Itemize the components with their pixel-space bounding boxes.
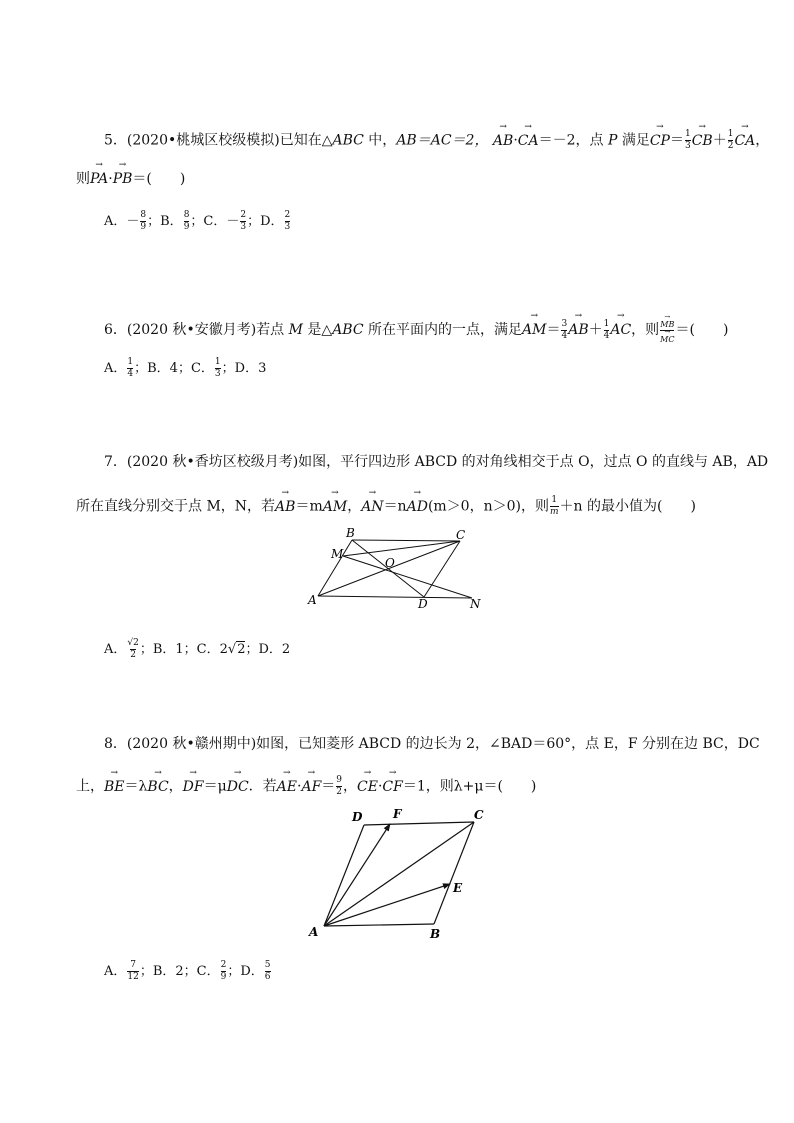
q5-vec-pa: → PA (90, 172, 108, 186)
q8-eq: ＝ (321, 778, 336, 795)
q5-vec-cp: → CP (650, 134, 670, 148)
q7-label-c: C (456, 528, 466, 542)
q5-opt-b-frac (184, 211, 190, 232)
q8-opt-a: A． (104, 964, 127, 979)
q8-frac (336, 776, 342, 797)
q5-satisfy: 满足 (617, 132, 650, 149)
q8-opt-a-frac (127, 961, 138, 982)
q8-vec-df: → DF (183, 780, 204, 794)
q6-opt-b: ；B．4；C． (134, 361, 214, 376)
q7-line-an (318, 596, 472, 598)
q8-vec-bc: → BC (147, 780, 168, 794)
q5-tail: ， (755, 132, 770, 149)
q5-vec-ca2: → CA (734, 134, 755, 148)
q8-side-cd (364, 822, 474, 825)
q8-f-num: 9 (336, 775, 343, 785)
q5-opt-b: ；B． (147, 214, 183, 229)
q5-vec-pb: → PB (113, 172, 133, 186)
q5-opt-c-frac (240, 211, 246, 232)
q7-label-d: D (418, 597, 428, 611)
q7-eq-m: ＝m (295, 498, 323, 515)
q8-label-c: C (474, 808, 484, 822)
q8-eq1: ＝1，则λ+μ＝( ) (402, 778, 537, 795)
q5-mid1: 中， (363, 132, 397, 149)
q6-vec-am: → AM (522, 323, 546, 337)
q7-eq-n: ＝n (383, 498, 407, 515)
q6-f34-num: 3 (561, 318, 568, 329)
q7-options (104, 638, 290, 660)
q6-m: M (288, 322, 303, 338)
q5-opt-a: A．－ (104, 214, 140, 229)
q7-comma: ， (347, 498, 362, 515)
q7-f-num: 1 (551, 495, 558, 505)
q8-opt-b: ；B．2；C． (139, 964, 220, 979)
q5-plus: ＋ (712, 132, 727, 149)
q8-vec-af-line (324, 824, 390, 926)
q6-vec-ac: → AC (610, 323, 631, 337)
q5-opt-d-frac (285, 211, 291, 232)
q7-line2-a: 所在直线分别交于点 M，N，若 (76, 498, 276, 515)
q6-opt-a: A． (104, 361, 127, 376)
q5-frac-12 (728, 130, 734, 151)
q7-vec-ab: → AB (275, 500, 295, 514)
q6-mid: 是△ (302, 322, 333, 338)
q8-opt-d-den: 6 (264, 972, 271, 982)
q8-eq-mu: ＝μ (203, 778, 227, 795)
q7-opt-a-num: √2 (127, 638, 139, 648)
q7-line-ac (318, 541, 460, 596)
q8-options (104, 960, 272, 982)
q6-ratio (660, 316, 674, 344)
q5-opt-d-num: 2 (284, 210, 291, 220)
q8-side-ab (324, 924, 434, 926)
q6-opt-a-frac (127, 358, 133, 379)
q6-f14-den: 4 (603, 330, 610, 341)
q6-ratio-den: → MC (660, 330, 674, 344)
q8-vec-af: → AF (301, 780, 321, 794)
q8-opt-c-num: 2 (220, 960, 227, 970)
q5-opt-a-den: 9 (140, 222, 147, 232)
q5-vec-ca: → CA (518, 134, 539, 148)
q7-frac (550, 496, 559, 517)
q8-vec-cf: → CF (382, 780, 402, 794)
q7-plus-n: ＋n 的最小值为( ) (559, 498, 696, 515)
q6-mid2: 所在平面内的一点，满足 (363, 322, 523, 338)
q5-p: P (607, 132, 618, 149)
q8-vec-ae: → AE (277, 780, 297, 794)
q7-line1: 7．(2020 秋•香坊区校级月考)如图，平行四边形 ABCD 的对角线相交于点 O，过点 O 的直线与 AB，AD (104, 454, 769, 470)
q7-vec-am: → AM (323, 500, 347, 514)
q5-eq: ＝ (669, 132, 684, 149)
q5-opt-a-num: 8 (140, 210, 147, 220)
q7-line2 (76, 496, 696, 517)
q7-cond: (m＞0，n＞0)，则 (427, 498, 549, 515)
q8-vec-dc: → DC (227, 780, 249, 794)
q7-label-b: B (346, 526, 355, 540)
q5-opt-d: ；D． (247, 214, 284, 229)
q8-f-den: 2 (336, 787, 343, 797)
q8-vec-ce: → CE (357, 780, 378, 794)
q8-opt-d-num: 5 (264, 960, 271, 970)
q6-vec-ab: → AB (568, 323, 588, 337)
q8-line1: 8．(2020 秋•赣州期中)如图，已知菱形 ABCD 的边长为 2，∠BAD＝60°，点 E，F 分别在边 BC，DC (104, 736, 760, 752)
q5-opt-a-frac (140, 211, 146, 232)
q5-tri: ABC (332, 132, 364, 149)
q7-opt-c-pre: √ (227, 642, 237, 657)
q7-f-den: m (549, 507, 559, 517)
q5-opt-c-den: 3 (240, 222, 247, 232)
q8-opt-c-den: 9 (220, 972, 227, 982)
q5-f12-den: 2 (727, 141, 734, 151)
q8-vec-be: → BE (104, 780, 125, 794)
q5-f13-num: 1 (684, 129, 691, 139)
q6-f34-den: 4 (561, 330, 568, 341)
q5-vec-ab: → AB (493, 134, 513, 148)
q8-vec-ac-line (324, 822, 474, 926)
q6-eq: ＝ (546, 322, 561, 338)
q5-ab-eq: AB＝AC＝2， (396, 132, 489, 149)
q6-f14-num: 1 (603, 318, 610, 329)
q7-label-m: M (331, 547, 344, 561)
q6-options (104, 357, 266, 379)
q6-plus: ＋ (588, 322, 603, 338)
q8-opt-a-num: 7 (130, 960, 136, 970)
q5-options (104, 210, 291, 232)
q6-opt-c-frac (215, 358, 221, 379)
q6-tri: ABC (332, 322, 364, 338)
q7-label-a: A (308, 593, 317, 607)
q6-tail: ＝( ) (675, 322, 729, 338)
q5-f13-den: 3 (684, 141, 691, 151)
q8-opt-d: ；D． (227, 964, 264, 979)
q5-eq-m2: ＝－2，点 (538, 132, 608, 149)
q5-line2-pre: 则 (76, 171, 90, 187)
q6-line1 (104, 316, 728, 344)
q6-opt-d: ；D．3 (221, 361, 267, 376)
q7-line-bc (352, 540, 460, 541)
q8-eq-l: ＝λ (124, 778, 148, 795)
q7-line-bd (352, 540, 424, 597)
q7-line-cd (424, 541, 460, 597)
q7-label-n: N (470, 597, 481, 611)
q5-opt-c-num: 2 (240, 210, 247, 220)
q7-line-mc (343, 541, 460, 556)
q6-opt-a-den: 4 (127, 369, 134, 379)
q7-opt-a: A． (104, 642, 127, 657)
q6-opt-a-num: 1 (127, 357, 134, 367)
q8-line2-a: 上， (76, 778, 104, 795)
q5-vec-cb: → CB (692, 134, 713, 148)
q7-label-o: O (385, 556, 395, 570)
q8-line2 (76, 776, 536, 797)
q7-opt-a-frac (127, 639, 138, 660)
q8-label-a: A (309, 925, 319, 939)
q8-side-bc (434, 822, 474, 924)
q8-vec-ae-line (324, 884, 450, 926)
q5-opt-d-den: 3 (284, 222, 291, 232)
q7-opt-a-den: 2 (130, 650, 136, 660)
q5-line2 (76, 172, 185, 186)
q8-side-da (324, 825, 364, 926)
q8-opt-d-frac (265, 961, 271, 982)
q5-opt-b-den: 9 (183, 222, 190, 232)
q8-opt-c-frac (221, 961, 227, 982)
q8-ruo: ．若 (248, 778, 277, 795)
q6-ratio-num: → MB (660, 316, 674, 330)
q6-frac-34 (561, 320, 567, 341)
q5-opt-c: ；C．－ (190, 214, 240, 229)
q8-label-f: F (393, 807, 402, 821)
q7-vec-ad: → AD (407, 500, 428, 514)
q5-line2-tail: ＝( ) (132, 171, 186, 187)
q7-opt-b: ；B．1；C．2 (139, 642, 228, 657)
q7-vec-an: → AN (361, 500, 383, 514)
q5-dot2: · (108, 171, 113, 187)
q8-label-e: E (453, 881, 463, 895)
q8-opt-a-den: 12 (127, 972, 139, 982)
q6-then: ，则 (631, 322, 660, 338)
q7-line-mn (343, 556, 472, 598)
q8-label-d: D (352, 810, 363, 824)
q8-label-b: B (430, 927, 441, 941)
q8-comma2: ， (343, 778, 358, 795)
q6-opt-c-num: 1 (214, 357, 221, 367)
q6-opt-c-den: 3 (214, 369, 221, 379)
q5-dot: · (513, 132, 518, 149)
q7-opt-d: ；D．2 (245, 642, 291, 657)
q8-dot2: · (377, 778, 383, 795)
q5-prefix: 5．(2020•桃城区校级模拟)已知在△ (104, 132, 333, 149)
q5-opt-b-num: 8 (183, 210, 190, 220)
q5-frac-13 (685, 130, 691, 151)
q5-f12-num: 1 (727, 129, 734, 139)
q8-comma: ， (168, 778, 183, 795)
q6-frac-14 (604, 320, 610, 341)
q5-line1 (104, 130, 769, 151)
q7-line-ab (318, 540, 352, 596)
q8-dot: · (297, 778, 302, 795)
q7-opt-c-rad: 2 (237, 642, 246, 657)
q6-prefix: 6．(2020 秋•安徽月考)若点 (104, 322, 289, 338)
